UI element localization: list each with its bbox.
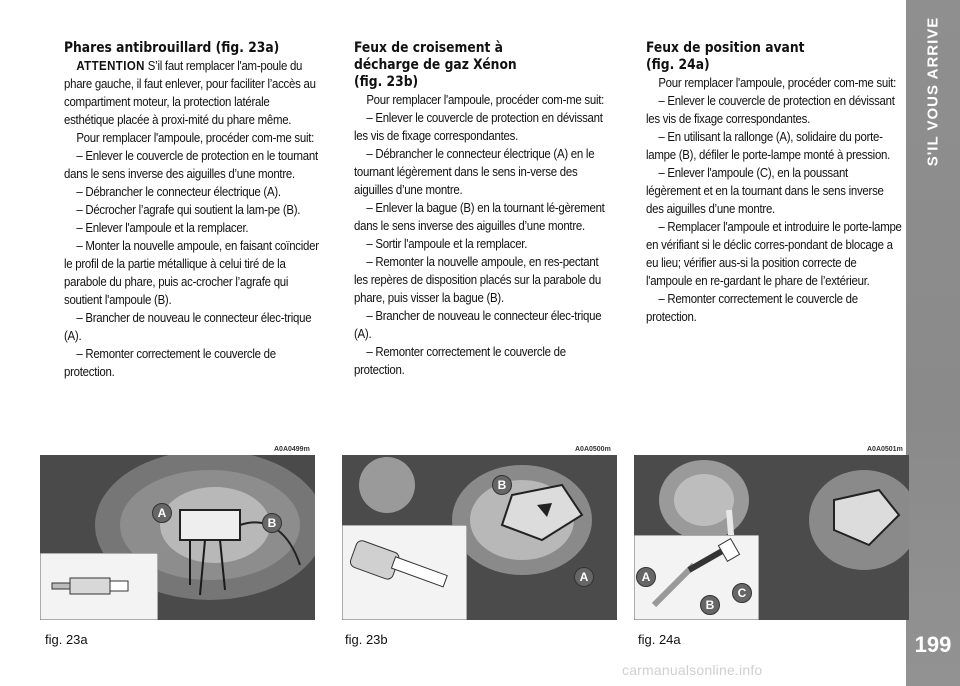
paragraph: – Enlever la bague (B) en la tournant lé-gèrement dans le sens inverse des aiguilles d’une montre. [354, 200, 605, 233]
column-fog-lights [64, 40, 321, 381]
paragraph: – Enlever l'ampoule (C), en la poussant légèrement et en la tournant dans le sens inverse des aiguilles d’une montre. [646, 165, 884, 216]
paragraph: – Enlever le couvercle de protection en dévissant les vis de fixage correspondantes. [646, 93, 895, 126]
paragraph: – Débrancher le connecteur électrique (A) en le tournant légèrement dans le sens in-verse des aiguilles d’une montre. [354, 146, 595, 197]
column-position-lights [646, 40, 903, 326]
paragraph: – Remonter correctement le couvercle de protection. [64, 346, 276, 379]
figure-caption: fig. 24a [638, 632, 681, 647]
paragraph: ATTENTION S’il faut remplacer l'am-poule du phare gauche, il faut enlever, pour faciliter l’accès au compartiment moteur, la protection latérale esthétique placée à proxi-mité du phare même. [64, 58, 316, 127]
callout-label: B [262, 513, 282, 533]
paragraph: Pour remplacer l'ampoule, procéder com-me suit: [658, 75, 897, 90]
paragraph: – Sortir l'ampoule et la remplacer. [366, 236, 528, 251]
callout-label: A [152, 503, 172, 523]
heading-position-lights: Feux de position avant (fig. 24a) [646, 40, 805, 73]
paragraph: – Remplacer l'ampoule et introduire le porte-lampe en vérifiant si le déclic corres-pondant de blocage a eu lieu; vérifier aus-si la position correcte de l'ampoule en re-gardant le phare de l’extérieur. [646, 219, 902, 288]
paragraph: – Enlever le couvercle de protection en dévissant les vis de fixage correspondantes. [354, 110, 603, 143]
xenon-bulb-icon [342, 525, 467, 620]
figure-code: A0A0499m [274, 446, 310, 453]
column-xenon-lights [354, 40, 611, 379]
paragraph: Pour remplacer l'ampoule, procéder com-me suit: [76, 130, 315, 145]
paragraph: – Débrancher le connecteur électrique (A). [76, 184, 281, 199]
paragraph: – Brancher de nouveau le connecteur élec-trique (A). [64, 310, 312, 343]
watermark: carmanualsonline.info [622, 662, 763, 678]
heading-fog-lights: Phares antibrouillard (fig. 23a) [64, 40, 280, 56]
figure-xenon-light [342, 455, 617, 620]
paragraph: – Monter la nouvelle ampoule, en faisant coïncider le profil de la partie métallique à celui tiré de la parabole du phare, puis ac-crocher l’agrafe qui soutient l'ampoule (B). [64, 238, 319, 307]
bulb-icon [40, 553, 158, 620]
paragraph: – Remonter correctement le couvercle de protection. [354, 344, 566, 377]
bulb-inset [342, 525, 467, 620]
figure-code: A0A0500m [575, 446, 611, 453]
paragraph: – Enlever le couvercle de protection en le tournant dans le sens inverse des aiguilles d’une montre. [64, 148, 318, 181]
page-number: 199 [914, 632, 952, 657]
figure-code: A0A0501m [867, 446, 903, 453]
callout-label: B [492, 475, 512, 495]
callout-label: A [636, 567, 656, 587]
section-title: S'IL VOUS ARRIVE [924, 16, 942, 166]
paragraph: – En utilisant la rallonge (A), solidaire du porte-lampe (B), défiler le porte-lampe monté à pression. [646, 129, 891, 162]
callout-label: B [700, 595, 720, 615]
paragraph: – Décrocher l’agrafe qui soutient la lam-pe (B). [76, 202, 301, 217]
paragraph: – Remonter la nouvelle ampoule, en res-pectant les repères de disposition placés sur la parabole du phare, puis visser la bague (B). [354, 254, 602, 305]
paragraph: – Brancher de nouveau le connecteur élec-trique (A). [354, 308, 602, 341]
figure-position-light [634, 455, 909, 620]
figure-fog-light [40, 455, 315, 620]
figure-caption: fig. 23b [345, 632, 388, 647]
paragraph: Pour remplacer l'ampoule, procéder com-me suit: [366, 92, 605, 107]
callout-label: A [574, 567, 594, 587]
callout-label: C [732, 583, 752, 603]
figure-caption: fig. 23a [45, 632, 88, 647]
bulb-inset [40, 553, 158, 620]
heading-xenon-lights: Feux de croisement à décharge de gaz Xénon (fig. 23b) [354, 40, 517, 90]
paragraph: – Remonter correctement le couvercle de protection. [646, 291, 858, 324]
paragraph: – Enlever l'ampoule et la remplacer. [76, 220, 249, 235]
